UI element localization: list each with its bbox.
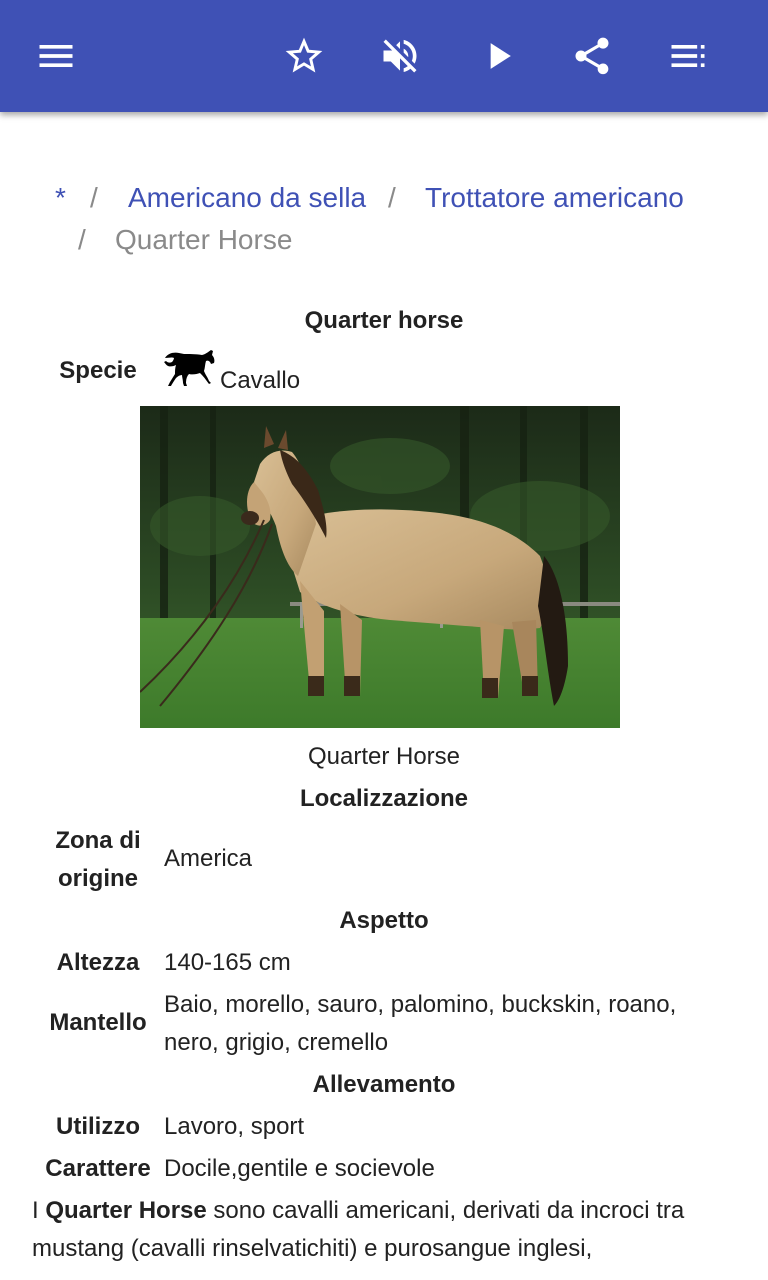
temperament-value: Docile,gentile e socievole xyxy=(164,1155,435,1182)
breadcrumb-americano-da-sella-link[interactable]: Americano da sella xyxy=(128,182,367,213)
origin-label-line1: Zona di xyxy=(55,827,141,854)
infobox-title: Quarter horse xyxy=(304,307,464,334)
origin-value: America xyxy=(164,845,253,872)
play-icon[interactable] xyxy=(474,32,522,80)
app-toolbar xyxy=(0,0,768,112)
section-aspetto: Aspetto xyxy=(339,907,429,934)
article-bold-term: Quarter Horse xyxy=(45,1197,207,1224)
species-value: Cavallo xyxy=(220,367,301,394)
article-line-1 xyxy=(32,1192,742,1230)
star-outline-icon[interactable] xyxy=(280,32,328,80)
horse-silhouette-icon xyxy=(162,346,216,390)
horse-photo xyxy=(140,406,620,728)
breadcrumb-separator: / xyxy=(388,182,396,213)
photo-caption: Quarter Horse xyxy=(307,743,461,770)
breadcrumb-root-link[interactable]: * xyxy=(55,182,66,213)
share-icon[interactable] xyxy=(568,32,616,80)
use-value: Lavoro, sport xyxy=(164,1113,305,1140)
article-line1-rest: sono cavalli americani, derivati da incroci tra xyxy=(206,1197,685,1224)
temperament-label: Carattere xyxy=(45,1155,151,1182)
menu-icon[interactable] xyxy=(32,32,80,80)
breadcrumb-trottatore-americano-link[interactable]: Trottatore americano xyxy=(425,182,684,213)
breadcrumb-separator: / xyxy=(90,182,98,213)
article-prefix: I xyxy=(32,1197,46,1224)
volume-off-icon[interactable] xyxy=(376,32,424,80)
section-allevamento: Allevamento xyxy=(312,1071,456,1098)
species-label: Specie xyxy=(59,357,137,384)
use-label: Utilizzo xyxy=(56,1113,140,1140)
article-body xyxy=(32,1192,742,1268)
breadcrumb-current: Quarter Horse xyxy=(115,224,293,255)
origin-label-line2: origine xyxy=(57,865,138,892)
coat-value-line2: nero, grigio, cremello xyxy=(164,1029,389,1056)
playlist-icon[interactable] xyxy=(664,32,712,80)
section-localizzazione: Localizzazione xyxy=(299,785,469,812)
height-value: 140-165 cm xyxy=(164,949,291,976)
article-line-2: mustang (cavalli rinselvatichiti) e purosangue inglesi, xyxy=(32,1235,593,1262)
coat-label: Mantello xyxy=(49,1009,147,1036)
height-label: Altezza xyxy=(56,949,140,976)
breadcrumb-separator: / xyxy=(78,224,86,255)
coat-value-line1: Baio, morello, sauro, palomino, buckskin, roano, xyxy=(164,991,677,1018)
